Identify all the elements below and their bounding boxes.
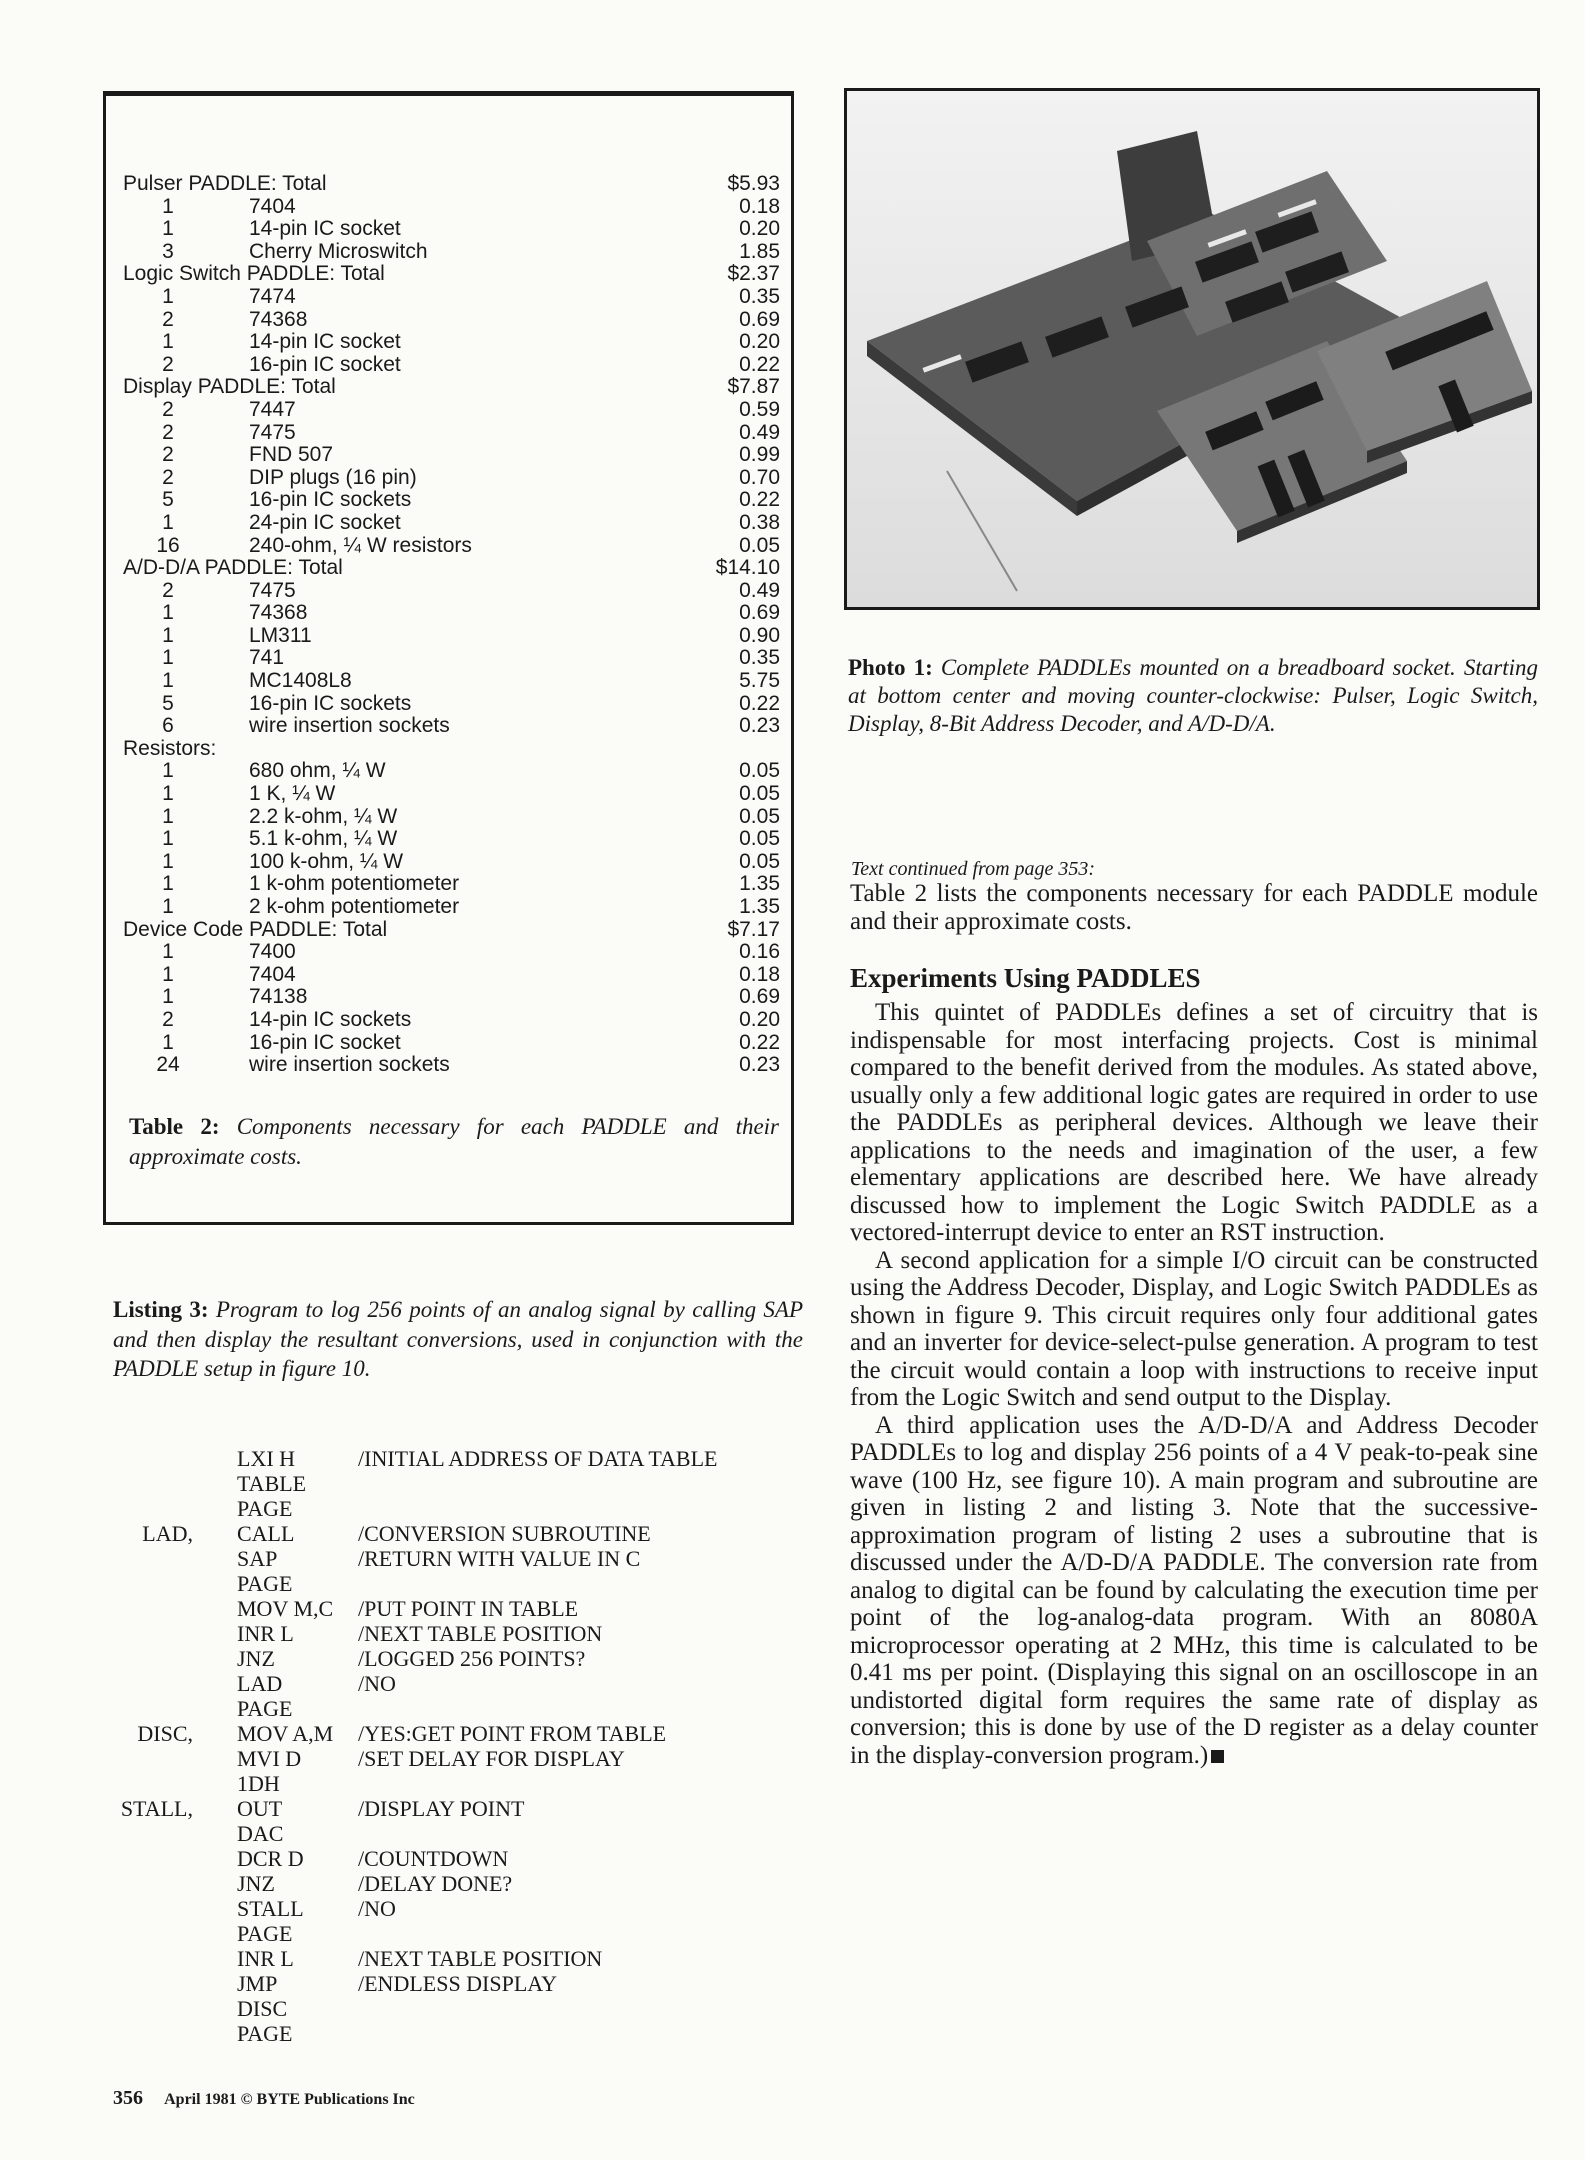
code-operation: MOV A,M: [237, 1721, 334, 1746]
component-cell: 680 ohm, ¼ W: [249, 759, 386, 783]
table-row: [123, 354, 780, 377]
component-cell: 16-pin IC socket: [249, 352, 401, 376]
code-line: [113, 1771, 813, 1796]
code-operation: PAGE: [237, 1921, 293, 1946]
table-row: [123, 806, 780, 829]
quantity-cell: 2: [162, 420, 174, 444]
price-cell: $7.87: [727, 375, 780, 399]
quantity-cell: 1: [162, 1030, 174, 1054]
table-row: [123, 602, 780, 625]
quantity-cell: 1: [162, 940, 174, 964]
table-row: [123, 218, 780, 241]
code-line: [113, 1996, 813, 2021]
photo-1-caption-text: Complete PADDLEs mounted on a breadboard socket. Starting at bottom center and moving counter-clockwise: Pulser, Logic Switch, Display, 8-Bit Address Decoder, and A/D-D/A.: [848, 655, 1538, 736]
code-comment: /PUT POINT IN TABLE: [358, 1596, 579, 1621]
table-row: [123, 647, 780, 670]
article-paragraph-text: A third application uses the A/D-D/A and Address Decoder PADDLEs to log and display 256 points of a 4 V peak-to-peak sine wave (100 Hz, see figure 10). A main program and subroutine are given in listing 2 and listing 3. Note that the successive-approximation program of listing 2 uses a subroutine that is discussed under the A/D-D/A PADDLE. The conversion rate from analog to digital can be found by calculating the execution time per point of the log-analog-data program. With an 8080A microprocessor operating at 2 MHz, this time is calculated to be 0.41 ms per point. (Displaying this signal on an oscilloscope in an undistorted digital form requires the same rate of display as conversion; this is done by use of the D register as a delay counter in the display-conversion program.): [850, 1411, 1538, 1769]
table-row: [123, 693, 780, 716]
table-2-caption-label: Table 2:: [129, 1114, 220, 1139]
code-operation: 1DH: [237, 1771, 280, 1796]
listing-3-caption: [113, 1295, 803, 1384]
component-cell: 100 k-ohm, ¼ W: [249, 849, 404, 873]
component-cell: LM311: [249, 623, 312, 647]
code-line: [113, 1521, 813, 1546]
code-line: [113, 1721, 813, 1746]
code-operation: OUT: [237, 1796, 283, 1821]
table-section-row: [123, 263, 780, 286]
quantity-cell: 2: [162, 1007, 174, 1031]
price-cell: 0.99: [739, 443, 780, 467]
price-cell: 5.75: [739, 669, 780, 693]
table-row: [123, 535, 780, 558]
component-cell: 16-pin IC sockets: [249, 691, 412, 715]
code-line: [113, 1471, 813, 1496]
article-intro: Table 2 lists the components necessary for each PADDLE module and their approximate costs.: [850, 880, 1538, 935]
component-cell: 14-pin IC sockets: [249, 1007, 412, 1031]
code-operation: SAP: [237, 1546, 278, 1571]
code-line: [113, 1646, 813, 1671]
code-line: [113, 1696, 813, 1721]
component-cell: wire insertion sockets: [249, 714, 450, 738]
quantity-cell: 5: [162, 488, 174, 512]
component-cell: 16-pin IC sockets: [249, 488, 412, 512]
component-cell: 741: [249, 646, 285, 670]
end-mark-icon: [1211, 1750, 1224, 1763]
listing-3-caption-text: Program to log 256 points of an analog signal by calling SAP and then display the resultant conversions, used in conjunction with the PADDLE setup in figure 10.: [113, 1297, 804, 1381]
table-row: [123, 873, 780, 896]
table-row: [123, 670, 780, 693]
table-row: [123, 896, 780, 919]
table-2-box: [103, 91, 794, 1225]
component-cell: 7404: [249, 194, 296, 218]
code-comment: /NO: [358, 1896, 396, 1921]
price-cell: 0.38: [739, 510, 780, 534]
table-row: [123, 331, 780, 354]
quantity-cell: 2: [162, 307, 174, 331]
table-section-row: [123, 173, 780, 196]
component-cell: 16-pin IC socket: [249, 1030, 401, 1054]
price-cell: 0.18: [739, 962, 780, 986]
table-row: [123, 241, 780, 264]
code-comment: /YES:GET POINT FROM TABLE: [358, 1721, 667, 1746]
price-cell: 0.22: [739, 352, 780, 376]
component-cell: 14-pin IC socket: [249, 217, 401, 241]
section-label: Device Code PADDLE: Total: [123, 917, 388, 941]
code-operation: MVI D: [237, 1746, 302, 1771]
component-cell: 2 k-ohm potentiometer: [249, 895, 460, 918]
code-operation: INR L: [237, 1621, 294, 1646]
quantity-cell: 1: [162, 284, 174, 308]
quantity-cell: 1: [162, 510, 174, 534]
component-cell: 5.1 k-ohm, ¼ W: [249, 827, 398, 851]
price-cell: 0.23: [739, 1053, 780, 1077]
code-line: [113, 1946, 813, 1971]
component-cell: wire insertion sockets: [249, 1053, 450, 1077]
quantity-cell: 1: [162, 669, 174, 693]
article-paragraph: This quintet of PADDLEs defines a set of circuitry that is indispensable for most interfacing projects. Cost is minimal compared to the benefit derived from the modules. As stated above, usually only a few additional logic gates are required in order to use the PADDLEs as peripheral devices. Although we leave their applications to the needs and imagination of the user, a few elementary applications are described here. We have already discussed how to implement the Logic Switch PADDLE as a vectored-interrupt device to enter an RST instruction.: [850, 999, 1538, 1246]
code-line: [113, 1671, 813, 1696]
price-cell: 0.70: [739, 465, 780, 489]
component-cell: 2.2 k-ohm, ¼ W: [249, 804, 398, 828]
component-cell: MC1408L8: [249, 669, 352, 693]
component-cell: 74368: [249, 307, 308, 331]
table-row: [123, 715, 780, 738]
code-operation: PAGE: [237, 2021, 293, 2046]
price-cell: $7.17: [727, 917, 780, 941]
price-cell: 0.23: [739, 714, 780, 738]
code-comment: /DISPLAY POINT: [358, 1796, 525, 1821]
price-cell: 0.49: [739, 420, 780, 444]
price-cell: 0.20: [739, 330, 780, 354]
code-line: [113, 1896, 813, 1921]
quantity-cell: 1: [162, 895, 174, 918]
quantity-cell: 24: [156, 1053, 180, 1077]
photo-1-caption: [848, 654, 1538, 738]
component-cell: 1 K, ¼ W: [249, 782, 336, 806]
price-cell: 0.20: [739, 1007, 780, 1031]
code-line: [113, 2021, 813, 2046]
price-cell: 0.05: [739, 827, 780, 851]
quantity-cell: 16: [156, 533, 180, 557]
page-footer: [113, 2087, 415, 2110]
table-row: [123, 986, 780, 1009]
code-label: DISC,: [137, 1721, 193, 1746]
price-cell: 0.69: [739, 307, 780, 331]
quantity-cell: 2: [162, 578, 174, 602]
table-row: [123, 1054, 780, 1077]
price-cell: 0.22: [739, 691, 780, 715]
code-line: [113, 1796, 813, 1821]
price-cell: 0.05: [739, 804, 780, 828]
component-cell: 7475: [249, 420, 296, 444]
code-line: [113, 1571, 813, 1596]
table-row: [123, 422, 780, 445]
price-cell: 0.22: [739, 488, 780, 512]
price-cell: 0.35: [739, 646, 780, 670]
listing-3-code: [113, 1446, 813, 2046]
table-row: [123, 1032, 780, 1055]
quantity-cell: 1: [162, 782, 174, 806]
code-operation: STALL: [237, 1896, 304, 1921]
continued-note: Text continued from page 353:: [851, 858, 1096, 880]
code-operation: LXI H: [237, 1446, 296, 1471]
table-section-row: [123, 376, 780, 399]
imprint: April 1981 © BYTE Publications Inc: [164, 2091, 415, 2108]
code-line: [113, 1871, 813, 1896]
component-cell: 7475: [249, 578, 296, 602]
table-row: [123, 512, 780, 535]
section-label: Display PADDLE: Total: [123, 375, 336, 399]
table-2-caption: [129, 1112, 779, 1172]
code-line: [113, 1496, 813, 1521]
code-line: [113, 1446, 813, 1471]
article-body: [850, 880, 1538, 1769]
table-row: [123, 828, 780, 851]
section-label: Pulser PADDLE: Total: [123, 172, 327, 195]
table-row: [123, 489, 780, 512]
quantity-cell: 5: [162, 691, 174, 715]
table-section-row: [123, 557, 780, 580]
code-operation: CALL: [237, 1521, 295, 1546]
quantity-cell: 1: [162, 217, 174, 241]
table-row: [123, 309, 780, 332]
code-comment: /SET DELAY FOR DISPLAY: [358, 1746, 625, 1771]
component-cell: 7474: [249, 284, 296, 308]
quantity-cell: 2: [162, 443, 174, 467]
article-paragraph: [850, 1412, 1538, 1770]
price-cell: 0.16: [739, 940, 780, 964]
code-line: [113, 1821, 813, 1846]
code-line: [113, 1921, 813, 1946]
quantity-cell: 1: [162, 330, 174, 354]
quantity-cell: 1: [162, 985, 174, 1009]
table-row: [123, 444, 780, 467]
code-line: [113, 1621, 813, 1646]
quantity-cell: 2: [162, 397, 174, 421]
quantity-cell: 1: [162, 962, 174, 986]
article-paragraph: A second application for a simple I/O circuit can be constructed using the Address Decoder, Display, and Logic Switch PADDLEs as shown in figure 9. This circuit requires only four additional gates and an inverter for device-select-pulse generation. A program to test the circuit would contain a loop with instructions to receive input from the Logic Switch and send output to the Display.: [850, 1246, 1538, 1411]
component-cell: 24-pin IC socket: [249, 510, 401, 534]
quantity-cell: 2: [162, 352, 174, 376]
price-cell: 0.35: [739, 284, 780, 308]
component-cell: 1 k-ohm potentiometer: [249, 872, 460, 896]
price-cell: $5.93: [727, 172, 780, 195]
quantity-cell: 3: [162, 239, 174, 263]
table-row: [123, 580, 780, 603]
code-operation: JNZ: [237, 1646, 275, 1671]
table-2-caption-text: Components necessary for each PADDLE and their approximate costs.: [129, 1114, 780, 1169]
price-cell: 0.05: [739, 782, 780, 806]
table-row: [123, 783, 780, 806]
paddles-photo-illustration: [847, 91, 1537, 607]
table-section-row: [123, 919, 780, 942]
code-comment: /NO: [358, 1671, 396, 1696]
quantity-cell: 1: [162, 804, 174, 828]
quantity-cell: 1: [162, 872, 174, 896]
price-cell: $2.37: [727, 262, 780, 286]
code-operation: JMP: [237, 1971, 278, 1996]
code-comment: /RETURN WITH VALUE IN C: [358, 1546, 641, 1571]
table-row: [123, 196, 780, 219]
code-line: [113, 1546, 813, 1571]
code-label: LAD,: [142, 1521, 193, 1546]
table-row: [123, 1009, 780, 1032]
quantity-cell: 1: [162, 646, 174, 670]
price-cell: 0.18: [739, 194, 780, 218]
component-cell: 7400: [249, 940, 296, 964]
quantity-cell: 1: [162, 827, 174, 851]
section-label: Resistors:: [123, 736, 217, 760]
price-cell: 1.35: [739, 895, 780, 918]
price-cell: 0.49: [739, 578, 780, 602]
table-section-row: [123, 738, 780, 761]
component-cell: 240-ohm, ¼ W resistors: [249, 533, 472, 557]
code-comment: /DELAY DONE?: [358, 1871, 513, 1896]
quantity-cell: 1: [162, 623, 174, 647]
quantity-cell: 2: [162, 465, 174, 489]
quantity-cell: 1: [162, 759, 174, 783]
component-cell: 74368: [249, 601, 308, 625]
parts-list: [123, 173, 780, 1077]
table-row: [123, 941, 780, 964]
section-label: Logic Switch PADDLE: Total: [123, 262, 385, 286]
price-cell: 0.20: [739, 217, 780, 241]
quantity-cell: 1: [162, 849, 174, 873]
quantity-cell: 1: [162, 194, 174, 218]
code-operation: MOV M,C: [237, 1596, 334, 1621]
code-comment: /NEXT TABLE POSITION: [358, 1621, 603, 1646]
code-line: [113, 1746, 813, 1771]
code-operation: DAC: [237, 1821, 284, 1846]
table-row: [123, 286, 780, 309]
code-label: STALL,: [120, 1796, 193, 1821]
price-cell: 1.85: [739, 239, 780, 263]
price-cell: 0.05: [739, 533, 780, 557]
quantity-cell: 1: [162, 601, 174, 625]
code-comment: /LOGGED 256 POINTS?: [358, 1646, 586, 1671]
section-label: A/D-D/A PADDLE: Total: [123, 556, 343, 580]
photo-1-caption-label: Photo 1:: [848, 655, 933, 680]
code-operation: LAD: [237, 1671, 283, 1696]
component-cell: 7447: [249, 397, 296, 421]
table-row: [123, 760, 780, 783]
code-comment: /COUNTDOWN: [358, 1846, 509, 1871]
photo-1: [844, 88, 1540, 610]
table-row: [123, 467, 780, 490]
price-cell: 0.69: [739, 601, 780, 625]
code-operation: PAGE: [237, 1571, 293, 1596]
listing-3-caption-label: Listing 3:: [113, 1297, 209, 1322]
quantity-cell: 6: [162, 714, 174, 738]
price-cell: 0.69: [739, 985, 780, 1009]
code-operation: INR L: [237, 1946, 294, 1971]
code-operation: TABLE: [237, 1471, 307, 1496]
price-cell: 0.22: [739, 1030, 780, 1054]
price-cell: $14.10: [715, 556, 780, 580]
component-cell: 74138: [249, 985, 308, 1009]
code-comment: /ENDLESS DISPLAY: [358, 1971, 558, 1996]
table-row: [123, 964, 780, 987]
code-comment: /NEXT TABLE POSITION: [358, 1946, 603, 1971]
component-cell: 7404: [249, 962, 296, 986]
code-comment: /INITIAL ADDRESS OF DATA TABLE: [358, 1446, 718, 1471]
table-row: [123, 399, 780, 422]
component-cell: 14-pin IC socket: [249, 330, 401, 354]
code-line: [113, 1596, 813, 1621]
table-row: [123, 851, 780, 874]
price-cell: 1.35: [739, 872, 780, 896]
code-operation: DCR D: [237, 1846, 304, 1871]
price-cell: 0.05: [739, 759, 780, 783]
code-operation: DISC: [237, 1996, 288, 2021]
code-operation: PAGE: [237, 1696, 293, 1721]
page-number: 356: [113, 2087, 143, 2109]
component-cell: Cherry Microswitch: [249, 239, 428, 263]
code-comment: /CONVERSION SUBROUTINE: [358, 1521, 651, 1546]
price-cell: 0.90: [739, 623, 780, 647]
price-cell: 0.59: [739, 397, 780, 421]
code-line: [113, 1846, 813, 1871]
code-operation: PAGE: [237, 1496, 293, 1521]
price-cell: 0.05: [739, 849, 780, 873]
code-line: [113, 1971, 813, 1996]
code-operation: JNZ: [237, 1871, 275, 1896]
component-cell: DIP plugs (16 pin): [249, 465, 417, 489]
section-heading: Experiments Using PADDLES: [850, 963, 1201, 993]
component-cell: FND 507: [249, 443, 334, 467]
table-row: [123, 625, 780, 648]
